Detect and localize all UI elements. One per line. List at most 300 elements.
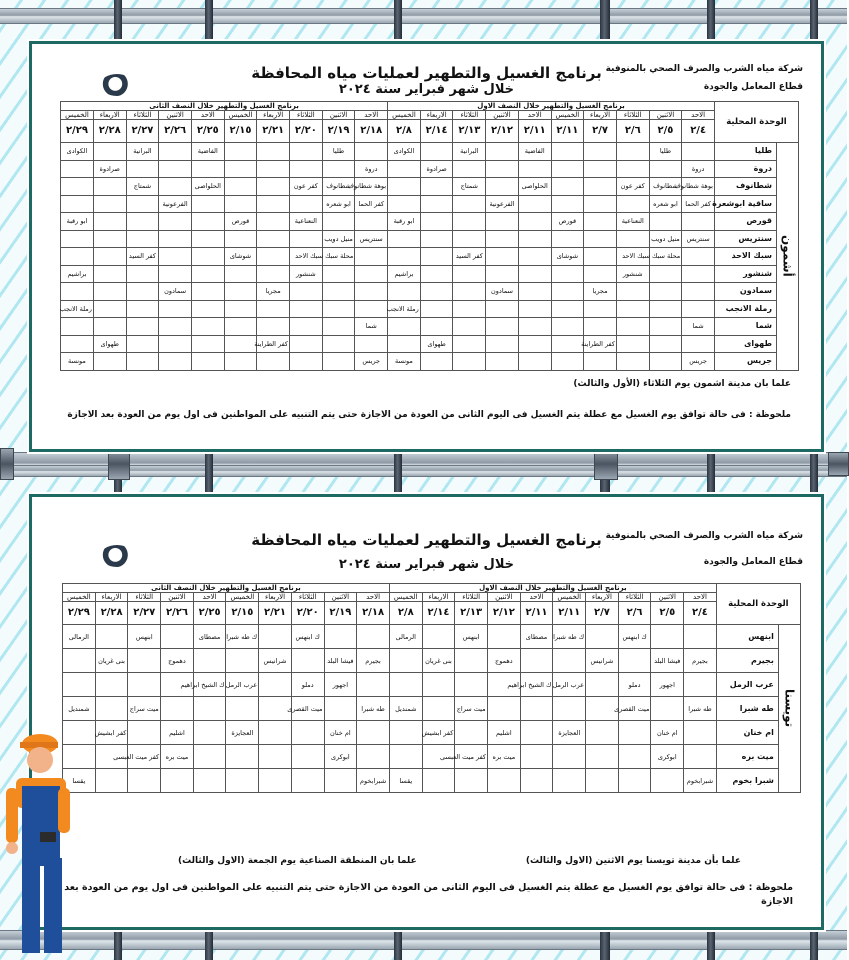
schedule-cell: العجايزة <box>226 721 259 745</box>
schedule-cell <box>551 300 584 318</box>
schedule-table <box>62 583 801 793</box>
schedule-cell <box>61 160 94 178</box>
schedule-cell: كفر ابشيش <box>422 721 455 745</box>
days-row <box>61 111 799 120</box>
company-name: شركة مياه الشرب والصرف الصحي بالمنوفية <box>605 531 803 541</box>
schedule-cell: العجايزة <box>553 721 586 745</box>
schedule-cell: شطانوف <box>322 178 355 196</box>
schedule-cell <box>357 721 390 745</box>
date-cell: ٢/٧ <box>586 602 619 625</box>
schedule-cell <box>518 283 551 301</box>
schedule-cell: شما <box>355 318 388 336</box>
schedule-cell <box>357 625 390 649</box>
day-cell: الخميس <box>551 111 584 120</box>
schedule-cell: دملو <box>618 673 651 697</box>
schedule-cell <box>161 697 194 721</box>
schedule-cell <box>586 745 619 769</box>
day-cell: الاحد <box>520 593 553 602</box>
schedule-cell <box>422 697 455 721</box>
schedule-cell <box>259 625 292 649</box>
schedule-cell <box>193 697 226 721</box>
days-row <box>63 593 801 602</box>
schedule-cell <box>553 745 586 769</box>
schedule-cell <box>520 769 553 793</box>
schedule-cell: رملة الانجب <box>61 300 94 318</box>
schedule-cell <box>420 195 453 213</box>
schedule-cell <box>453 335 486 353</box>
day-cell: الثلاثاء <box>618 593 651 602</box>
unit-name-cell: سبك الاحد <box>714 248 776 266</box>
schedule-cell <box>618 721 651 745</box>
schedule-cell: كفر الحما <box>355 195 388 213</box>
schedule-cell <box>520 721 553 745</box>
schedule-cell: بجيرم <box>684 649 717 673</box>
day-cell: الاحد <box>518 111 551 120</box>
schedule-cell <box>584 230 617 248</box>
schedule-cell <box>455 673 488 697</box>
schedule-cell <box>291 649 324 673</box>
date-cell: ٢/١٨ <box>357 602 390 625</box>
schedule-cell: بجيرم <box>357 649 390 673</box>
table-row <box>61 300 799 318</box>
schedule-cell <box>290 230 323 248</box>
day-cell: الاحد <box>355 111 388 120</box>
date-cell: ٢/١٥ <box>226 602 259 625</box>
schedule-cell <box>420 300 453 318</box>
schedule-cell: قورص <box>551 213 584 231</box>
unit-name-cell: طه شبرا <box>716 697 778 721</box>
unit-name-cell: رملة الانجب <box>714 300 776 318</box>
schedule-cell <box>128 649 161 673</box>
schedule-cell: ابو رقبة <box>388 213 421 231</box>
date-cell: ٢/٢١ <box>259 602 292 625</box>
schedule-cell <box>518 230 551 248</box>
schedule-cell <box>420 318 453 336</box>
schedule-cell <box>93 248 126 266</box>
pipe-joint <box>108 448 130 480</box>
schedule-cell: شنشور <box>616 265 649 283</box>
schedule-cell <box>420 353 453 371</box>
schedule-cell <box>224 318 257 336</box>
date-cell: ٢/٢٧ <box>128 602 161 625</box>
schedule-cell <box>453 213 486 231</box>
schedule-cell <box>93 283 126 301</box>
day-cell: الثلاثاء <box>291 593 324 602</box>
schedule-cell: الفاضية <box>191 143 224 161</box>
schedule-cell: فيشا البلد <box>324 649 357 673</box>
date-cell: ٢/٦ <box>616 120 649 143</box>
schedule-cell <box>290 300 323 318</box>
unit-name-cell: شنشور <box>714 265 776 283</box>
schedule-cell <box>682 300 715 318</box>
schedule-cell <box>586 625 619 649</box>
schedule-cell <box>191 353 224 371</box>
sheet-month: خلال شهر فبراير سنة ٢٠٢٤ <box>338 82 515 97</box>
schedule-cell <box>584 178 617 196</box>
schedule-cell <box>684 721 717 745</box>
schedule-cell <box>61 230 94 248</box>
schedule-cell <box>355 213 388 231</box>
date-cell: ٢/٢٩ <box>63 602 96 625</box>
day-cell: الثلاثاء <box>290 111 323 120</box>
schedule-cell: طهواى <box>420 335 453 353</box>
schedule-cell <box>61 335 94 353</box>
schedule-cell <box>291 745 324 769</box>
schedule-cell <box>61 195 94 213</box>
day-cell: الاثنين <box>161 593 194 602</box>
day-cell: الاثنين <box>159 111 192 120</box>
unit-name-cell: طهواى <box>714 335 776 353</box>
schedule-cell: براشيم <box>388 265 421 283</box>
schedule-cell <box>257 213 290 231</box>
unit-header: الوحدة المحلية <box>714 102 798 143</box>
schedule-cell: ك طه شبرا <box>553 625 586 649</box>
schedule-cell: سمادون <box>486 283 519 301</box>
unit-name-cell: شطانوف <box>714 178 776 196</box>
schedule-cell: كفر الحما <box>682 195 715 213</box>
schedule-cell <box>126 300 159 318</box>
date-cell: ٢/٢٨ <box>93 120 126 143</box>
table-row <box>63 649 801 673</box>
schedule-cell <box>518 335 551 353</box>
schedule-cell <box>159 248 192 266</box>
schedule-cell <box>616 335 649 353</box>
dates-row <box>63 602 801 625</box>
schedule-cell <box>61 248 94 266</box>
schedule-cell <box>453 195 486 213</box>
schedule-cell <box>161 769 194 793</box>
schedule-cell <box>388 195 421 213</box>
schedule-cell: دروة <box>355 160 388 178</box>
worker-illustration <box>0 728 80 960</box>
half-header-second: برنامج الغسيل والتطهير خلال النصف الثانى <box>61 102 388 111</box>
table-row <box>63 721 801 745</box>
schedule-cell <box>191 283 224 301</box>
schedule-cell: طليا <box>649 143 682 161</box>
schedule-cell <box>486 353 519 371</box>
date-cell: ٢/٢٦ <box>159 120 192 143</box>
half-header-first: برنامج الغسيل والتطهير خلال النصف الاول <box>389 584 716 593</box>
schedule-cell: ميت بره <box>488 745 521 769</box>
schedule-cell <box>553 769 586 793</box>
schedule-cell: شمنديل <box>389 697 422 721</box>
schedule-cell: الفاضية <box>518 143 551 161</box>
schedule-cell <box>226 769 259 793</box>
schedule-cell <box>355 300 388 318</box>
schedule-cell <box>388 283 421 301</box>
schedule-cell: ابنهس <box>128 625 161 649</box>
schedule-cell <box>257 318 290 336</box>
schedule-cell <box>257 143 290 161</box>
date-cell: ٢/١٤ <box>420 120 453 143</box>
schedule-cell: ابنهس <box>455 625 488 649</box>
schedule-cell: كفر ميت العبسى <box>455 745 488 769</box>
schedule-cell <box>586 673 619 697</box>
schedule-cell <box>584 160 617 178</box>
schedule-cell: كفر ميت العبسى <box>128 745 161 769</box>
table-row <box>61 353 799 371</box>
schedule-cell <box>518 318 551 336</box>
schedule-cell <box>322 353 355 371</box>
schedule-cell <box>518 300 551 318</box>
schedule-cell: ك الشيخ ابراهيم <box>520 673 553 697</box>
schedule-cell <box>63 649 96 673</box>
schedule-cell <box>259 673 292 697</box>
schedule-cell <box>649 213 682 231</box>
schedule-cell <box>95 769 128 793</box>
schedule-cell <box>290 353 323 371</box>
schedule-cell <box>193 649 226 673</box>
schedule-cell <box>322 160 355 178</box>
date-cell: ٢/٦ <box>618 602 651 625</box>
schedule-cell <box>684 673 717 697</box>
schedule-cell: دروة <box>682 160 715 178</box>
unit-name-cell: دروة <box>714 160 776 178</box>
day-cell: الاربعاء <box>93 111 126 120</box>
date-cell: ٢/٨ <box>389 602 422 625</box>
schedule-cell <box>61 283 94 301</box>
schedule-cell <box>193 721 226 745</box>
day-cell: الاربعاء <box>95 593 128 602</box>
schedule-cell <box>618 769 651 793</box>
schedule-cell <box>290 318 323 336</box>
schedule-cell <box>126 195 159 213</box>
schedule-cell: كفر الطراينة <box>257 335 290 353</box>
schedule-cell: كفر السيد <box>453 248 486 266</box>
schedule-cell <box>649 283 682 301</box>
table-row <box>63 697 801 721</box>
schedule-cell <box>291 769 324 793</box>
day-cell: الخميس <box>389 593 422 602</box>
table-row <box>61 318 799 336</box>
unit-name-cell: طليا <box>714 143 776 161</box>
holiday-note: ملحوظة : فى حالة توافق يوم الغسيل مع عطلة يتم الغسيل فى اليوم الثانى من العودة من الاجازة حتى يتم التنبيه على المواطنين فى اول يوم من العودة بعد الاجازة <box>67 410 791 420</box>
date-cell: ٢/٢٥ <box>191 120 224 143</box>
schedule-cell <box>324 697 357 721</box>
schedule-cell <box>453 265 486 283</box>
schedule-cell <box>257 160 290 178</box>
schedule-cell: شرانيس <box>586 649 619 673</box>
schedule-cell: محلة سبك سبك الاحد <box>649 248 682 266</box>
day-cell: الاحد <box>684 593 717 602</box>
schedule-cell <box>649 318 682 336</box>
schedule-cell <box>616 143 649 161</box>
schedule-cell <box>388 230 421 248</box>
schedule-cell <box>486 300 519 318</box>
pipe <box>0 930 847 950</box>
unit-name-cell: بجيرم <box>716 649 778 673</box>
schedule-cell: ابوكرى <box>324 745 357 769</box>
schedule-cell <box>486 213 519 231</box>
schedule-cell <box>388 160 421 178</box>
table-row <box>61 160 799 178</box>
schedule-cell <box>257 353 290 371</box>
schedule-cell: ابو شعره <box>649 195 682 213</box>
schedule-cell <box>224 230 257 248</box>
unit-name-cell: شما <box>714 318 776 336</box>
pipe <box>0 8 847 24</box>
schedule-cell <box>126 353 159 371</box>
schedule-cell: مونسة <box>388 353 421 371</box>
schedule-cell: سمادون <box>159 283 192 301</box>
table-row <box>63 745 801 769</box>
schedule-cell <box>682 335 715 353</box>
schedule-cell <box>586 721 619 745</box>
schedule-cell: بوهة شطانوف <box>355 178 388 196</box>
schedule-cell <box>553 697 586 721</box>
schedule-cell: منيل دويب <box>322 230 355 248</box>
schedule-sheet-2 <box>29 494 824 930</box>
schedule-cell <box>520 697 553 721</box>
schedule-cell <box>455 769 488 793</box>
schedule-cell <box>649 353 682 371</box>
day-cell: الاربعاء <box>420 111 453 120</box>
schedule-cell: طه شبرا <box>357 697 390 721</box>
schedule-cell <box>191 300 224 318</box>
sheet-title: برنامج الغسيل والتطهير لعمليات مياه المحافظة <box>251 64 602 82</box>
schedule-cell: ام خنان <box>324 721 357 745</box>
schedule-cell <box>551 265 584 283</box>
schedule-table <box>60 101 799 371</box>
schedule-cell: شوشاى <box>551 248 584 266</box>
schedule-cell <box>420 248 453 266</box>
schedule-cell <box>126 230 159 248</box>
schedule-cell: ابو شعره <box>322 195 355 213</box>
day-cell: الاثنين <box>322 111 355 120</box>
schedule-cell <box>257 248 290 266</box>
date-cell: ٢/٤ <box>682 120 715 143</box>
schedule-cell <box>616 318 649 336</box>
schedule-cell <box>518 160 551 178</box>
day-cell: الاربعاء <box>584 111 617 120</box>
date-cell: ٢/٢٧ <box>126 120 159 143</box>
schedule-cell <box>422 625 455 649</box>
date-cell: ٢/١٤ <box>422 602 455 625</box>
table-row <box>61 195 799 213</box>
schedule-cell <box>455 721 488 745</box>
schedule-cell <box>684 625 717 649</box>
schedule-cell <box>61 318 94 336</box>
schedule-cell: ام خنان <box>651 721 684 745</box>
day-cell: الاحد <box>682 111 715 120</box>
schedule-cell: شمنديل <box>63 697 96 721</box>
day-cell: الاربعاء <box>257 111 290 120</box>
table-row <box>61 265 799 283</box>
schedule-cell <box>488 625 521 649</box>
schedule-cell <box>224 353 257 371</box>
schedule-cell <box>584 143 617 161</box>
date-cell: ٢/٢١ <box>257 120 290 143</box>
schedule-cell <box>322 213 355 231</box>
schedule-cell <box>322 318 355 336</box>
schedule-cell <box>93 178 126 196</box>
schedule-cell <box>684 745 717 769</box>
schedule-cell: ميت سراج <box>128 697 161 721</box>
schedule-cell <box>651 769 684 793</box>
schedule-cell <box>224 283 257 301</box>
schedule-cell <box>453 160 486 178</box>
schedule-cell <box>259 745 292 769</box>
table-row <box>61 178 799 196</box>
schedule-cell: مصطاى <box>193 625 226 649</box>
schedule-cell <box>126 318 159 336</box>
schedule-cell <box>93 213 126 231</box>
schedule-cell <box>618 649 651 673</box>
schedule-cell <box>193 745 226 769</box>
schedule-cell <box>389 721 422 745</box>
schedule-cell <box>584 318 617 336</box>
schedule-cell <box>128 673 161 697</box>
schedule-cell: الكوادى <box>61 143 94 161</box>
schedule-cell <box>389 745 422 769</box>
schedule-cell <box>93 230 126 248</box>
schedule-cell <box>126 335 159 353</box>
schedule-cell: محلة سبك سبك الاحد <box>322 248 355 266</box>
table-row <box>63 769 801 793</box>
table-row <box>63 673 801 697</box>
footer-note-right: علما بأن مدينة تويسنا يوم الاثنين (الاول والثالث) <box>525 856 741 866</box>
date-cell: ٢/٢٦ <box>161 602 194 625</box>
table-row <box>61 335 799 353</box>
day-cell: الاربعاء <box>259 593 292 602</box>
schedule-cell <box>616 195 649 213</box>
schedule-cell <box>682 213 715 231</box>
schedule-cell: ميت القصرى <box>618 697 651 721</box>
schedule-cell: الحلواصى <box>518 178 551 196</box>
table-row <box>61 248 799 266</box>
date-cell: ٢/١١ <box>518 120 551 143</box>
unit-name-cell: سمادون <box>714 283 776 301</box>
schedule-cell <box>224 335 257 353</box>
day-cell: الاربعاء <box>586 593 619 602</box>
date-cell: ٢/٤ <box>684 602 717 625</box>
day-cell: الاثنين <box>649 111 682 120</box>
schedule-cell <box>159 178 192 196</box>
schedule-cell <box>224 265 257 283</box>
schedule-cell <box>126 213 159 231</box>
schedule-cell <box>257 230 290 248</box>
day-cell: الاحد <box>193 593 226 602</box>
schedule-cell: كفر عون <box>616 178 649 196</box>
day-cell: الخميس <box>63 593 96 602</box>
day-cell: الاثنين <box>324 593 357 602</box>
schedule-cell <box>322 265 355 283</box>
schedule-cell: سنتريس <box>355 230 388 248</box>
sheet-title: برنامج الغسيل والتطهير لعمليات مياه المحافظة <box>251 531 602 549</box>
schedule-cell <box>584 195 617 213</box>
schedule-cell: يقسا <box>389 769 422 793</box>
schedule-cell <box>224 160 257 178</box>
schedule-cell <box>291 721 324 745</box>
schedule-cell <box>486 143 519 161</box>
date-cell: ٢/١٣ <box>455 602 488 625</box>
schedule-cell <box>159 318 192 336</box>
sector-name: قطاع المعامل والجودة <box>703 557 803 567</box>
schedule-cell <box>191 160 224 178</box>
schedule-cell: شمتاج <box>126 178 159 196</box>
schedule-cell <box>486 160 519 178</box>
schedule-cell <box>224 143 257 161</box>
schedule-cell <box>93 318 126 336</box>
schedule-cell <box>618 745 651 769</box>
schedule-cell <box>551 178 584 196</box>
schedule-cell <box>95 625 128 649</box>
schedule-cell: دملو <box>291 673 324 697</box>
schedule-cell: ك ابنهس <box>291 625 324 649</box>
schedule-cell <box>259 721 292 745</box>
date-cell: ٢/١١ <box>520 602 553 625</box>
schedule-cell <box>191 335 224 353</box>
